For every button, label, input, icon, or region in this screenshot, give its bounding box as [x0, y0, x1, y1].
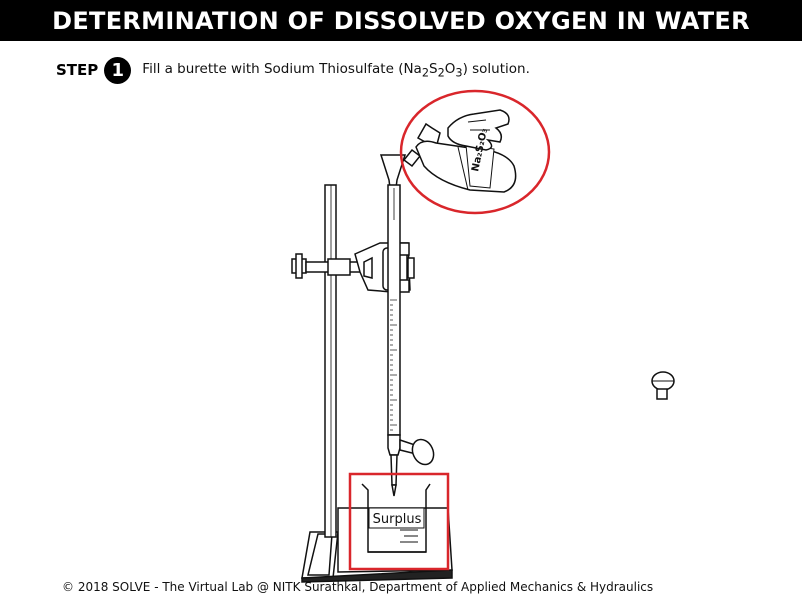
burette[interactable] [388, 185, 438, 496]
step-number-badge: 1 [104, 57, 131, 84]
bottle-label: Na₂S₂O₃ [470, 127, 491, 173]
beaker-label: Surplus [372, 512, 422, 527]
page-title: DETERMINATION OF DISSOLVED OXYGEN IN WATER [52, 6, 750, 35]
stopper-icon[interactable] [652, 372, 674, 399]
stand-rod [325, 185, 336, 537]
step-label: STEP [56, 61, 99, 79]
footer-credit: © 2018 SOLVE - The Virtual Lab @ NITK Surathkal, Department of Applied Mechanics & Hydraulics [62, 580, 654, 594]
step-text: Fill a burette with Sodium Thiosulfate $(Na_2S_2O_3)$ solution. [142, 60, 530, 80]
